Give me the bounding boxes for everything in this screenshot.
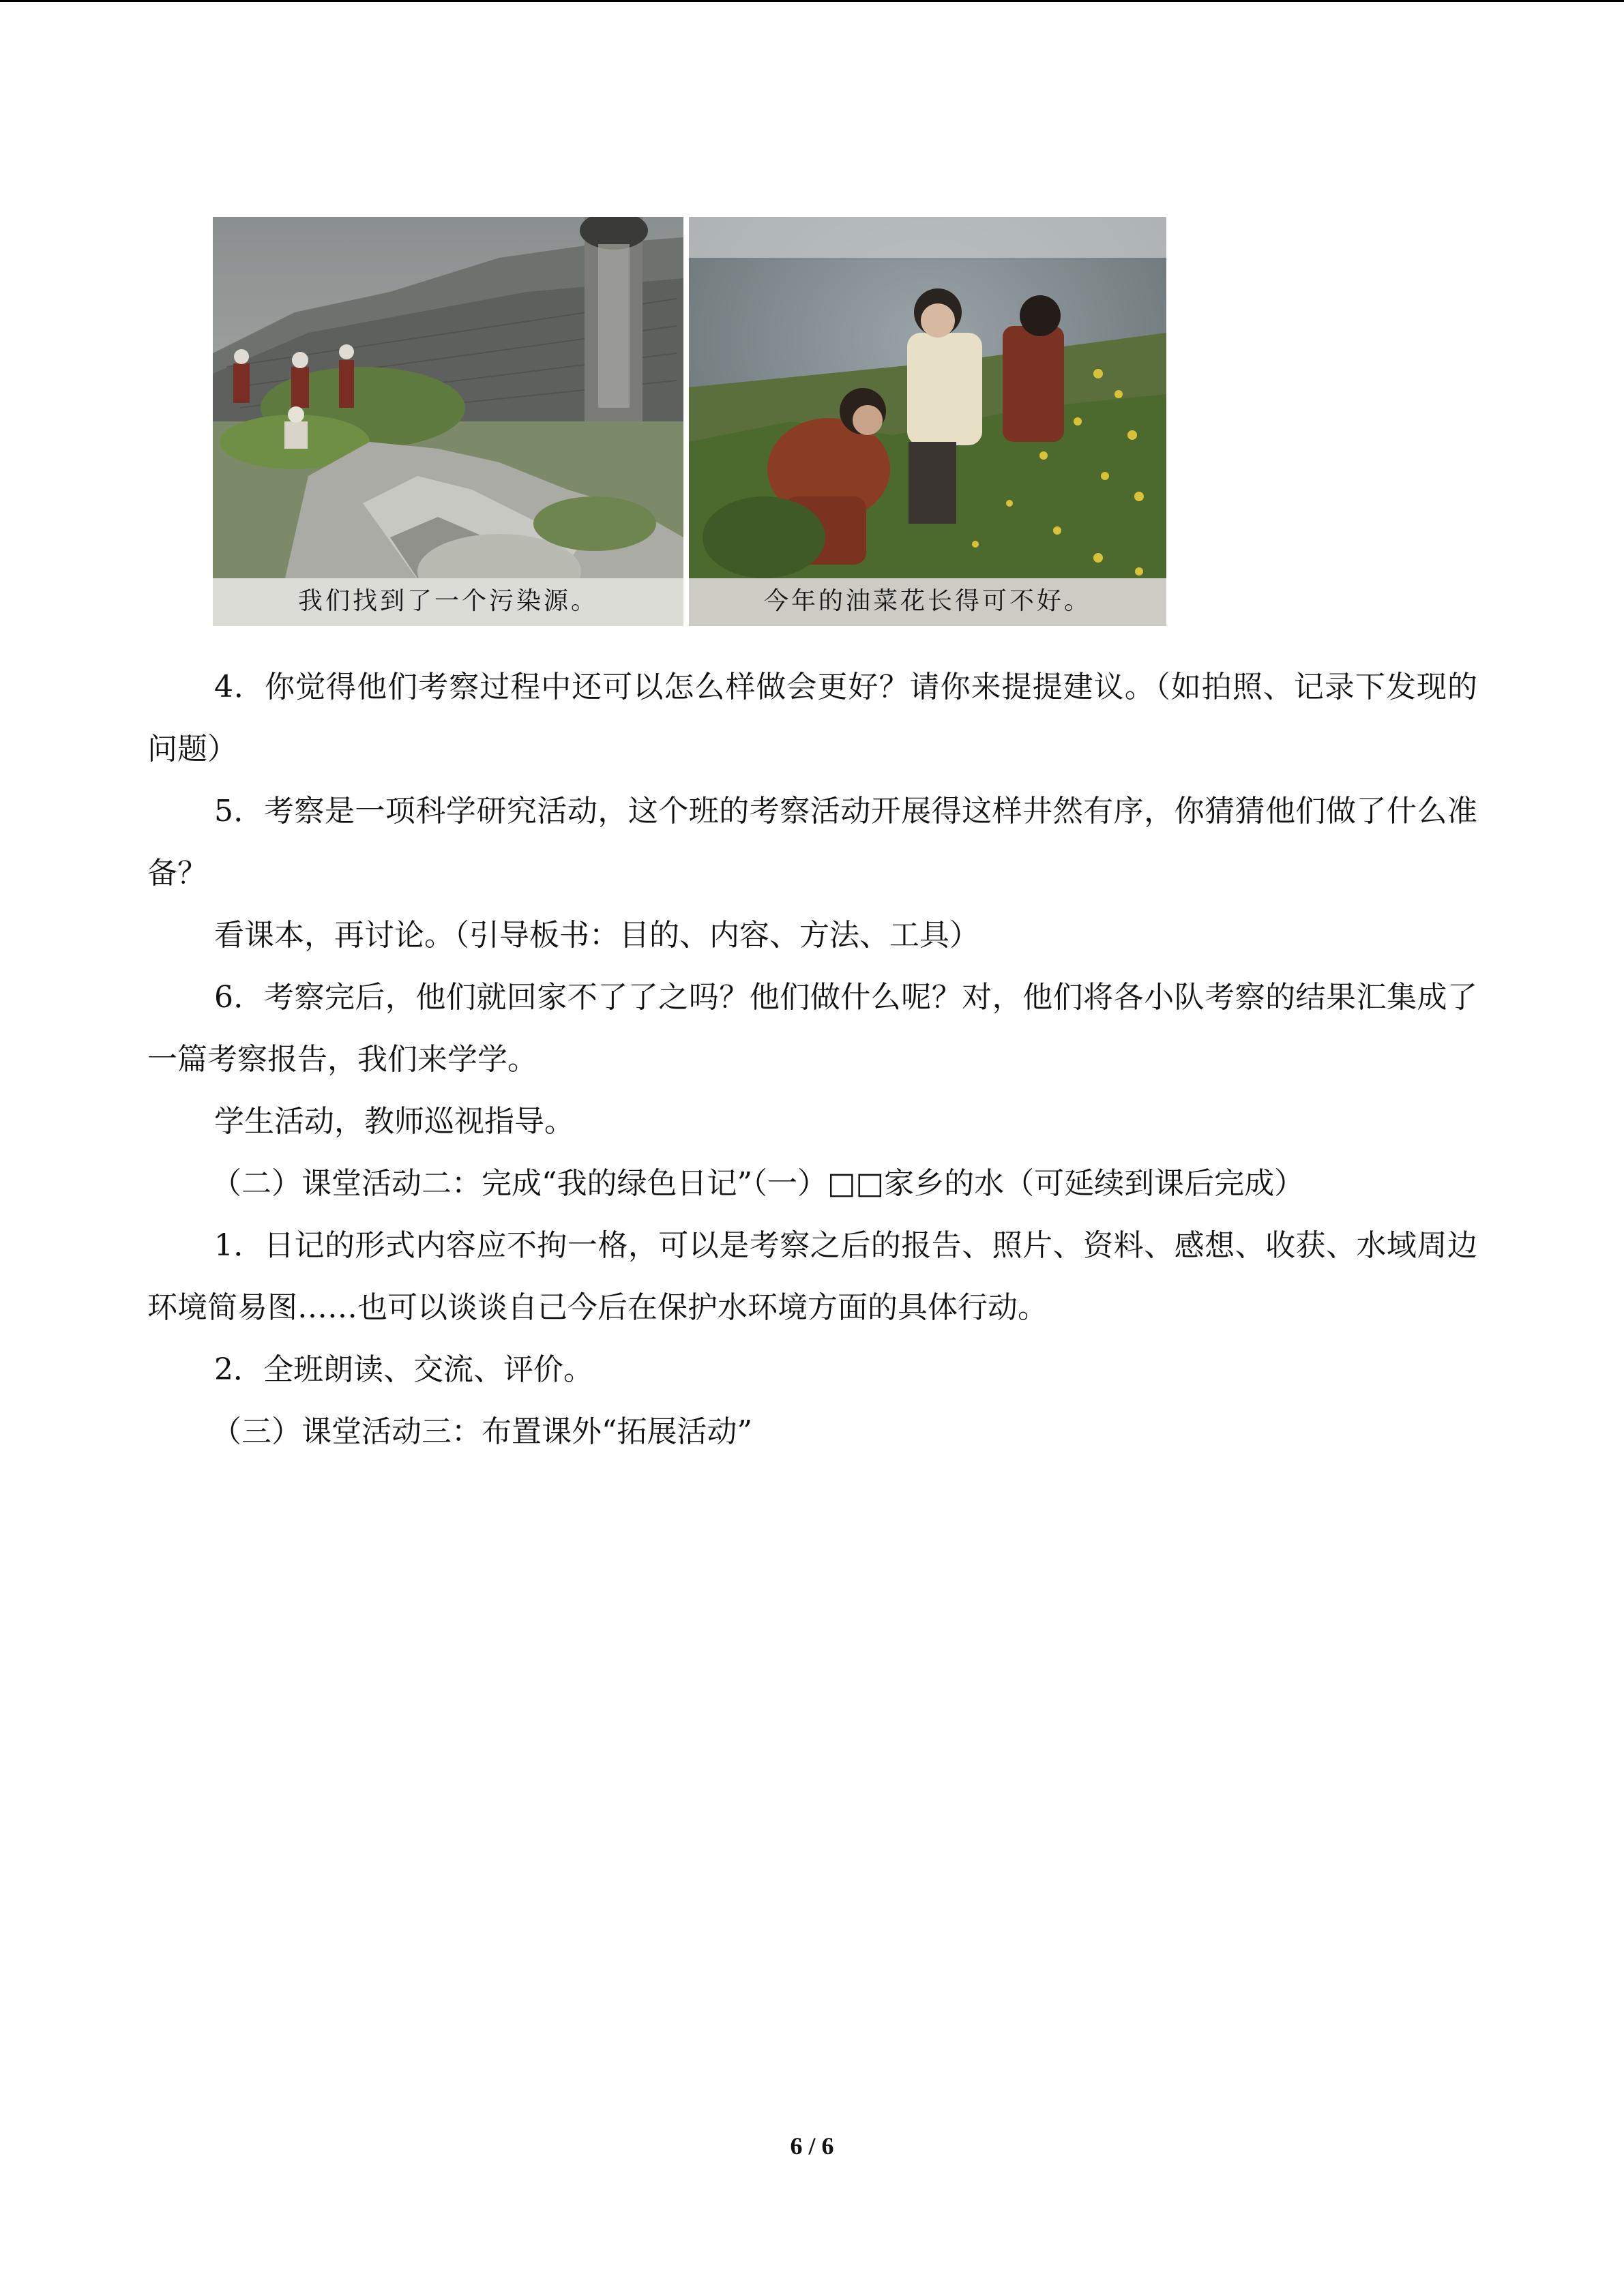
- rape-flower-photo: [689, 217, 1166, 626]
- lesson-text: [147, 656, 1477, 1463]
- paragraph-diary-format: 1．日记的形式内容应不拘一格，可以是考察之后的报告、照片、资料、感想、收获、水域周边环境简易图……也可以谈谈自己今后在保护水环境方面的具体行动。: [147, 1228, 1477, 1325]
- paragraph-preparation: 5．考察是一项科学研究活动，这个班的考察活动开展得这样井然有序，你猜猜他们做了什么准备？: [147, 794, 1477, 891]
- rape-flower-caption: 今年的油菜花长得可不好。: [763, 587, 1091, 615]
- top-border-line: [0, 0, 1624, 2]
- paragraph-textbook-discussion: 看课本，再讨论。（引导板书：目的、内容、方法、工具）: [214, 918, 979, 953]
- rape-flower-illustration: [689, 217, 1166, 626]
- pollution-source-caption: 我们找到了一个污染源。: [297, 587, 598, 615]
- paragraph-student-activity: 学生活动，教师巡视指导。: [214, 1104, 574, 1139]
- page-number: 6 / 6: [790, 2132, 834, 2160]
- section-heading-activity-two: （二）课堂活动二：完成“我的绿色日记”（一）□□家乡的水（可延续到课后完成）: [211, 1166, 1305, 1201]
- section-heading-activity-three: （三）课堂活动三：布置课外“拓展活动”: [211, 1414, 752, 1449]
- pollution-source-illustration: [213, 217, 683, 626]
- paragraph-class-reading: 2．全班朗读、交流、评价。: [214, 1352, 593, 1387]
- pollution-source-photo: [213, 217, 683, 626]
- paragraph-suggestions: 4．你觉得他们考察过程中还可以怎么样做会更好？请你来提提建议。（如拍照、记录下发现的问题）: [147, 670, 1477, 766]
- paragraph-investigation-report: 6．考察完后，他们就回家不了了之吗？他们做什么呢？对，他们将各小队考察的结果汇集成了一篇考察报告，我们来学学。: [147, 980, 1477, 1077]
- textbook-photos: [213, 217, 1166, 626]
